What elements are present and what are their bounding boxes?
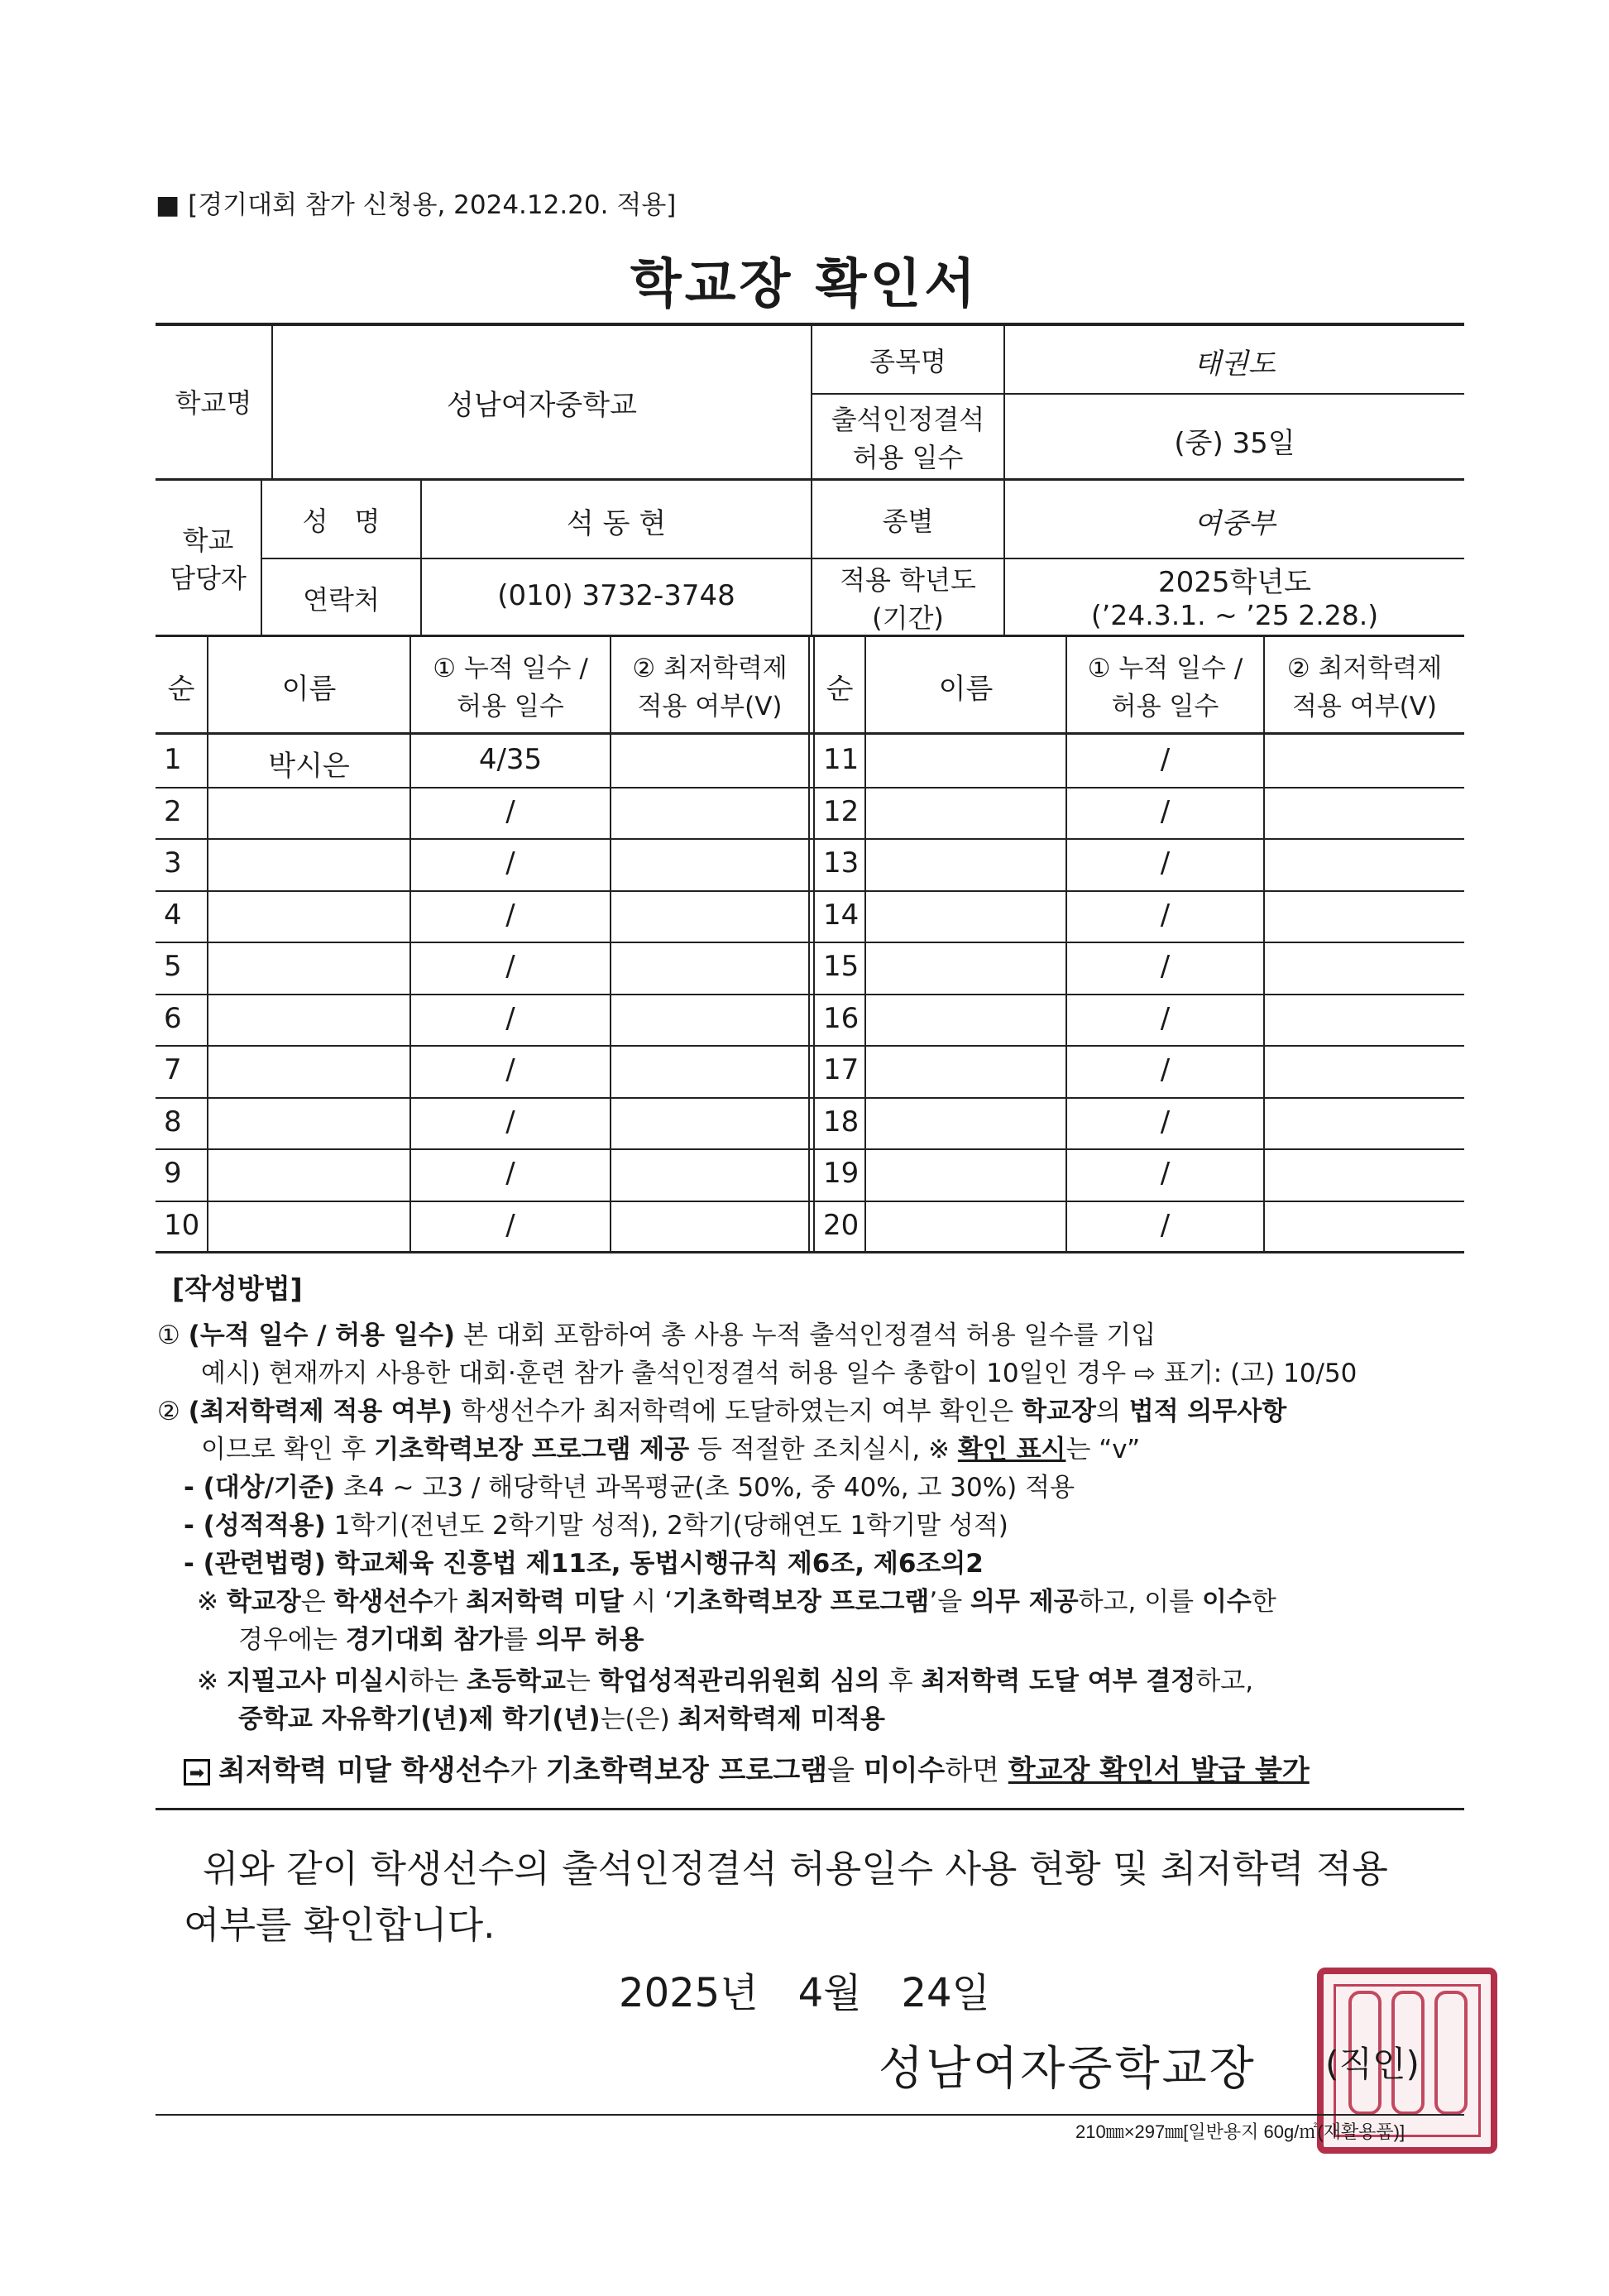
table-vline xyxy=(864,636,866,1253)
info-top-border xyxy=(156,323,1464,326)
inst-text: 은 xyxy=(300,1587,334,1617)
year-label: 적용 학년도 xyxy=(840,564,976,596)
inst-text: 경우에는 xyxy=(238,1625,346,1655)
inst-bold: 기초학력보장 프로그램 제공 xyxy=(374,1435,690,1464)
year-label-2: (기간) xyxy=(872,602,944,634)
instruction-line-7 xyxy=(184,1546,984,1582)
instruction-line-10 xyxy=(197,1663,1253,1699)
cell-no: 12 xyxy=(823,795,860,828)
circle-one: ① xyxy=(157,1321,180,1350)
inst-bold: 의무 허용 xyxy=(535,1625,644,1655)
header-days-2: 허용 일수 xyxy=(457,692,564,721)
cell-name: 박시은 xyxy=(268,750,350,783)
absence-label: 출석인정결석 xyxy=(831,404,985,435)
inst-text: 본 대회 포함하여 총 사용 누적 출석인정결석 허용 일수를 기입 xyxy=(455,1321,1156,1350)
inst-text: 등 적절한 조치실시, ※ xyxy=(689,1435,958,1464)
cell-days: / xyxy=(505,1002,515,1035)
page-title: 학교장 확인서 xyxy=(630,254,979,315)
section-divider xyxy=(156,1808,1464,1810)
inst-bold: 법적 의무사항 xyxy=(1128,1397,1287,1426)
contact-label: 연락처 xyxy=(303,584,380,616)
inst-bold: (누적 일수 / 허용 일수) xyxy=(188,1321,456,1350)
header-min: ② 최저학력제 xyxy=(1286,654,1443,683)
year-period: (’24.3.1. ~ ’25 2.28.) xyxy=(1090,599,1379,631)
table-row-divider xyxy=(156,1097,1464,1099)
table-row-divider xyxy=(156,787,1464,789)
inst-bold: 학업성적관리위원회 심의 xyxy=(598,1666,880,1696)
category-label: 종별 xyxy=(882,506,934,537)
table-vline xyxy=(610,636,611,1253)
inst-text: 하면 xyxy=(945,1754,1008,1787)
inst-text: 하는 xyxy=(409,1666,467,1696)
inst-text: 는 “v” xyxy=(1065,1435,1141,1464)
info-divider xyxy=(811,393,1464,395)
inst-text: 1학기(전년도 2학기말 성적), 2학기(당해연도 1학기말 성적) xyxy=(325,1511,1008,1541)
seal-text: (직인) xyxy=(1325,2044,1420,2084)
cell-days: / xyxy=(505,899,515,932)
header-days: ① 누적 일수 / xyxy=(433,654,588,683)
inst-bold-underline: 학교장 확인서 발급 불가 xyxy=(1008,1754,1310,1787)
inst-bold: 학교장 xyxy=(226,1587,301,1617)
inst-bold: 경기대회 참가 xyxy=(345,1625,504,1655)
inst-bold: 학교체육 진흥법 제11조, 동법시행규칙 제6조, 제6조의2 xyxy=(325,1549,984,1579)
table-vline xyxy=(808,636,810,1253)
absence-label-2: 허용 일수 xyxy=(852,442,964,473)
cell-days: / xyxy=(1160,743,1171,776)
manager-label-2: 담당자 xyxy=(170,563,247,594)
cell-no: 4 xyxy=(164,899,182,932)
cell-no: 10 xyxy=(164,1209,200,1242)
info-divider xyxy=(156,478,1464,481)
table-row-divider xyxy=(156,942,1464,943)
cell-days: / xyxy=(1160,950,1171,983)
inst-bold: - (성적적용) xyxy=(184,1511,326,1541)
header-no: 순 xyxy=(826,673,854,706)
table-row-divider xyxy=(156,890,1464,892)
name-value: 석 동 현 xyxy=(566,507,667,540)
school-value: 성남여자중학교 xyxy=(447,389,637,422)
inst-bold: 최저학력제 미적용 xyxy=(678,1704,885,1734)
bottom-rule xyxy=(156,2114,1464,2116)
cell-days: / xyxy=(1160,1157,1171,1190)
cell-days: / xyxy=(505,1209,515,1242)
cell-days: / xyxy=(505,1157,515,1190)
inst-bold: - (대상/기준) xyxy=(184,1473,336,1503)
year-value: 2025학년도 xyxy=(1157,566,1312,599)
contact-value: (010) 3732-3748 xyxy=(497,579,735,612)
cell-days: / xyxy=(505,795,515,828)
inst-bold: 이수 xyxy=(1201,1587,1252,1617)
header-note: ■ [경기대회 참가 신청용, 2024.12.20. 적용] xyxy=(156,190,677,220)
cell-days: / xyxy=(505,1053,515,1086)
inst-bold: (최저학력제 적용 여부) xyxy=(188,1397,453,1426)
manager-label: 학교 xyxy=(182,525,234,556)
cell-no: 7 xyxy=(164,1053,182,1086)
sport-value: 태권도 xyxy=(1194,348,1276,381)
cell-no: 8 xyxy=(164,1105,182,1138)
inst-text: 후 xyxy=(879,1666,922,1696)
instruction-line-1 xyxy=(157,1317,1156,1354)
inst-bold: 학생선수 xyxy=(333,1587,433,1617)
cell-no: 6 xyxy=(164,1002,182,1035)
instruction-line-3 xyxy=(157,1393,1286,1430)
cell-days: / xyxy=(505,1105,515,1138)
instruction-line-5 xyxy=(184,1469,1075,1506)
inst-bold: 최저학력 도달 여부 결정 xyxy=(921,1666,1196,1696)
cell-days: / xyxy=(1160,1002,1171,1035)
cell-days: / xyxy=(505,846,515,880)
inst-text: 초4 ~ 고3 / 해당학년 과목평균(초 50%, 중 40%, 고 30%) 적용 xyxy=(335,1473,1075,1503)
inst-text: 시 ‘ xyxy=(623,1587,673,1617)
table-header-bottom xyxy=(156,732,1464,735)
table-vline xyxy=(1263,636,1265,1253)
inst-text: 학생선수가 최저학력에 도달하였는지 여부 확인은 xyxy=(453,1397,1022,1426)
cell-no: 17 xyxy=(823,1053,860,1086)
inst-bold: 초등학교 xyxy=(467,1666,566,1696)
inst-text: 이므로 확인 후 xyxy=(201,1435,375,1464)
cell-no: 14 xyxy=(823,899,860,932)
cell-days: / xyxy=(1160,1105,1171,1138)
inst-bold: 지필고사 미실시 xyxy=(226,1666,409,1696)
cell-no: 9 xyxy=(164,1157,182,1190)
inst-text: 하고, 이를 xyxy=(1078,1587,1202,1617)
table-vline xyxy=(813,636,815,1253)
absence-value: (중) 35일 xyxy=(1174,427,1295,460)
cell-no: 1 xyxy=(164,743,182,776)
inst-text: 을 xyxy=(827,1754,864,1787)
inst-text: ※ xyxy=(197,1666,227,1696)
table-vline xyxy=(207,636,208,1253)
issue-date: 2025년 4월 24일 xyxy=(619,1970,990,2016)
arrow-box-icon: ➡ xyxy=(184,1759,210,1786)
circle-two: ② xyxy=(157,1397,180,1426)
instruction-line-12 xyxy=(184,1752,1310,1789)
inst-text: 하고, xyxy=(1195,1666,1254,1696)
table-row-divider xyxy=(156,838,1464,840)
header-no: 순 xyxy=(167,673,195,706)
header-name: 이름 xyxy=(938,673,994,706)
cell-days: / xyxy=(1160,1053,1171,1086)
instruction-line-4 xyxy=(201,1431,1140,1468)
header-name: 이름 xyxy=(281,673,337,706)
inst-text: 를 xyxy=(503,1625,536,1655)
inst-bold: 학교장 xyxy=(1022,1397,1096,1426)
instruction-line-2: 예시) 현재까지 사용한 대회·훈련 참가 출석인정결석 허용 일수 총합이 10일인 경우 ⇨ 표기: (고) 10/50 xyxy=(201,1359,1358,1388)
cell-no: 11 xyxy=(823,743,860,776)
seal-glyph xyxy=(1434,1991,1468,2115)
header-days-2: 허용 일수 xyxy=(1111,692,1219,721)
cell-no: 5 xyxy=(164,950,182,983)
cell-no: 20 xyxy=(823,1209,860,1242)
table-bottom-border xyxy=(156,1251,1464,1253)
inst-text: ※ xyxy=(197,1587,227,1617)
header-min: ② 최저학력제 xyxy=(632,654,788,683)
cell-no: 18 xyxy=(823,1105,860,1138)
instructions-heading: [작성방법] xyxy=(172,1273,303,1305)
table-row-divider xyxy=(156,1148,1464,1150)
cell-no: 19 xyxy=(823,1157,860,1190)
paper-spec-footer: 210㎜×297㎜[일반용지 60g/㎡(재활용품)] xyxy=(1075,2121,1405,2142)
school-label: 학교명 xyxy=(175,387,252,419)
table-row-divider xyxy=(156,994,1464,995)
info-divider xyxy=(156,635,1464,637)
inst-bold: 기초학력보장 프로그램 xyxy=(545,1754,828,1787)
inst-text: 한 xyxy=(1251,1587,1276,1617)
cell-no: 3 xyxy=(164,846,182,880)
inst-text: 는(은) xyxy=(600,1704,678,1734)
name-label: 성 명 xyxy=(302,506,381,537)
instruction-line-11 xyxy=(238,1701,885,1738)
inst-bold: 미이수 xyxy=(863,1754,946,1787)
header-days: ① 누적 일수 / xyxy=(1087,654,1243,683)
cell-no: 2 xyxy=(164,795,182,828)
inst-text: ’을 xyxy=(929,1587,971,1617)
cell-days: / xyxy=(1160,899,1171,932)
cell-no: 13 xyxy=(823,846,860,880)
inst-bold: 의무 제공 xyxy=(970,1587,1079,1617)
cell-days: / xyxy=(505,950,515,983)
inst-text: 가 xyxy=(433,1587,467,1617)
confirmation-text: 위와 같이 학생선수의 출석인정결석 허용일수 사용 현황 및 최저학력 적용 xyxy=(203,1847,1388,1891)
confirmation-text-2: 여부를 확인합니다. xyxy=(184,1903,496,1947)
inst-bold: 최저학력 미달 학생선수 xyxy=(218,1754,510,1787)
inst-text: 가 xyxy=(510,1754,546,1787)
inst-bold: 중학교 자유학기(년)제 학기(년) xyxy=(238,1704,601,1734)
instruction-line-9 xyxy=(238,1622,644,1658)
inst-bold-underline: 확인 표시 xyxy=(957,1435,1066,1464)
category-value: 여중부 xyxy=(1194,507,1276,540)
cell-days: / xyxy=(1160,846,1171,880)
cell-no: 16 xyxy=(823,1002,860,1035)
inst-bold: 최저학력 미달 xyxy=(466,1587,624,1617)
inst-bold: 기초학력보장 프로그램 xyxy=(673,1587,930,1617)
sport-label: 종목명 xyxy=(869,346,946,377)
instruction-line-8 xyxy=(197,1584,1276,1620)
signer-name: 성남여자중학교장 xyxy=(879,2042,1257,2096)
header-min-2: 적용 여부(V) xyxy=(1291,692,1438,721)
header-min-2: 적용 여부(V) xyxy=(637,692,783,721)
cell-days: / xyxy=(1160,795,1171,828)
table-row-divider xyxy=(156,1201,1464,1202)
cell-no: 15 xyxy=(823,950,860,983)
table-row-divider xyxy=(156,1045,1464,1047)
cell-days: 4/35 xyxy=(478,743,543,776)
inst-bold: - (관련법령) xyxy=(184,1549,326,1579)
instruction-line-6 xyxy=(184,1507,1008,1544)
inst-text: 는 xyxy=(565,1666,599,1696)
inst-text: 의 xyxy=(1095,1397,1129,1426)
cell-days: / xyxy=(1160,1209,1171,1242)
